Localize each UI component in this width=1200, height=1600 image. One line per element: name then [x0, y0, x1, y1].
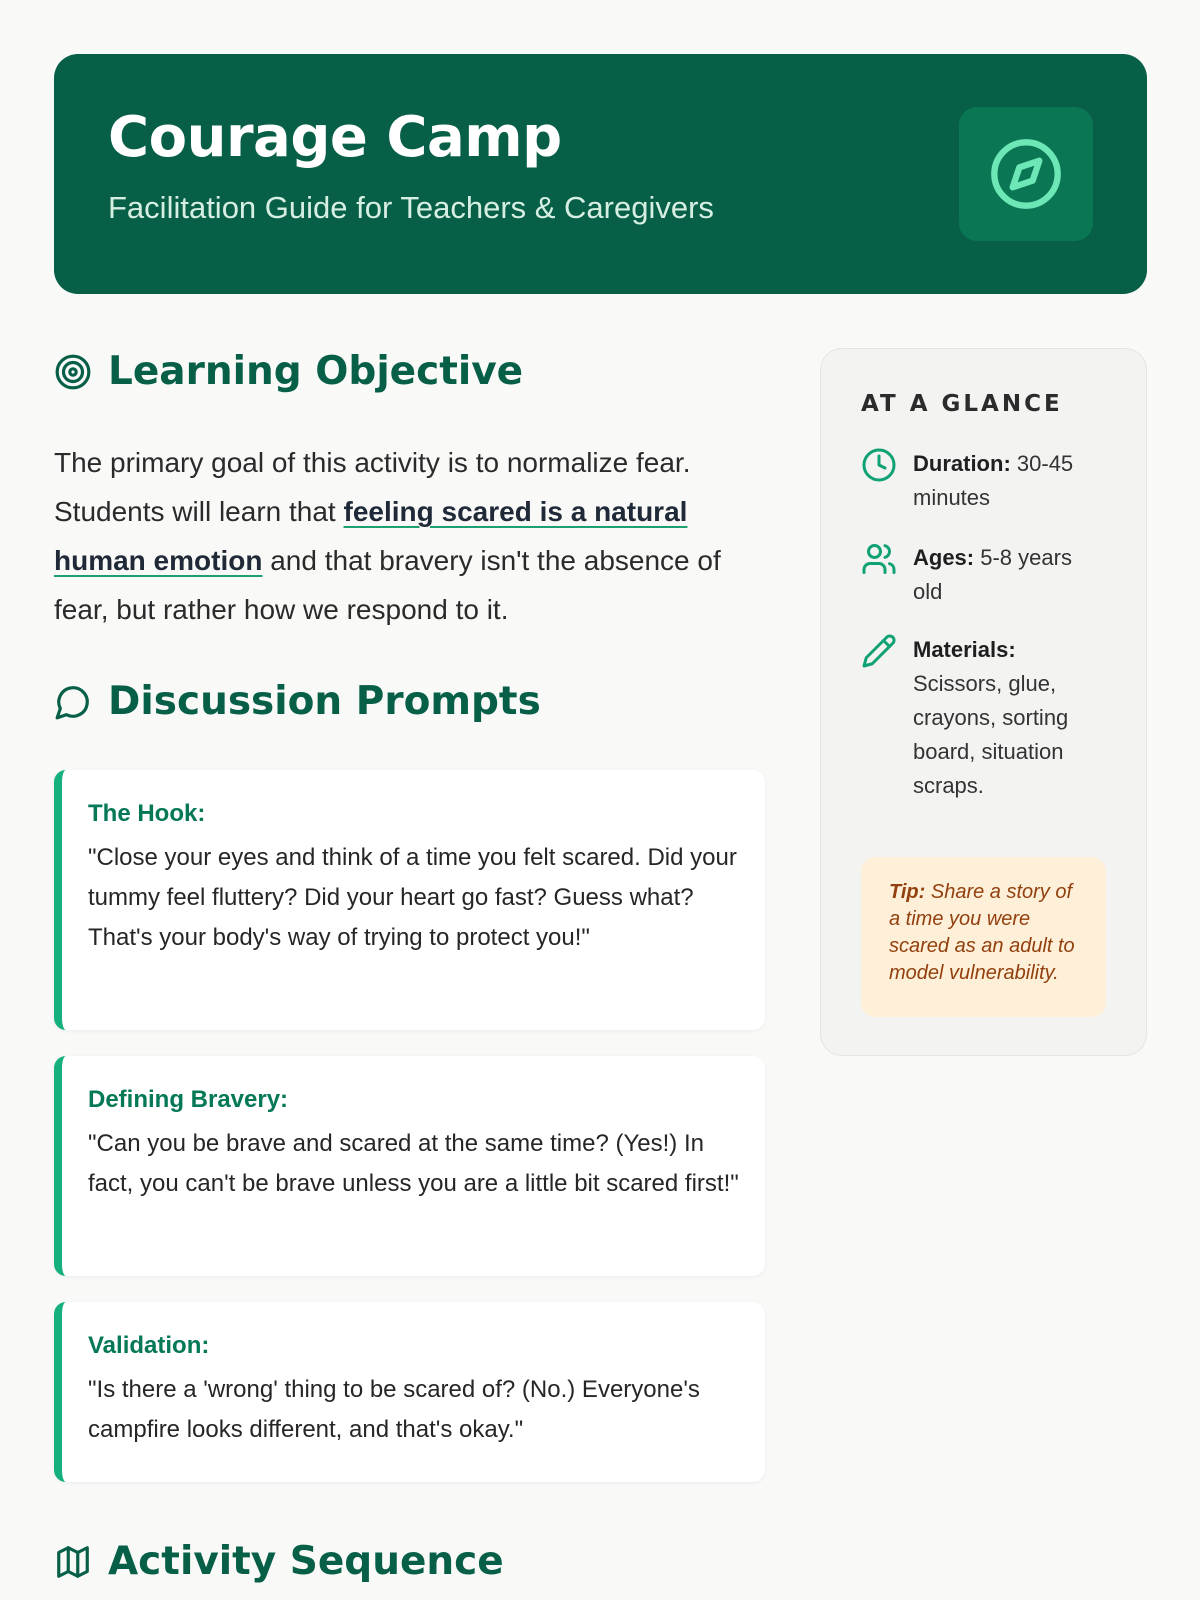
- glance-value: Scissors, glue, crayons, sorting board, situation scraps.: [913, 671, 1069, 798]
- glance-item-ages: [861, 541, 1103, 609]
- activity-sequence-heading: Activity Sequence: [108, 1539, 504, 1584]
- page-title: Courage Camp: [108, 105, 562, 170]
- glance-text: [913, 447, 1103, 515]
- section-activity-sequence: [54, 1539, 504, 1584]
- learning-objective-heading: Learning Objective: [108, 349, 524, 394]
- glance-text: [913, 541, 1103, 609]
- pencil-icon: [861, 633, 897, 669]
- prompt-text: "Can you be brave and scared at the same time? (Yes!) In fact, you can't be brave unless you are a little bit scared first!": [88, 1130, 739, 1197]
- clock-icon: [861, 447, 897, 483]
- users-icon: [861, 541, 897, 577]
- page-subtitle: Facilitation Guide for Teachers & Caregivers: [108, 190, 714, 225]
- objective-highlight: feeling scared is a natural human emotion: [54, 496, 688, 576]
- prompt-text: "Is there a 'wrong' thing to be scared of? (No.) Everyone's campfire looks different, and that's okay.": [88, 1376, 700, 1443]
- tip-box: [861, 857, 1106, 1017]
- glance-label: Materials:: [913, 637, 1016, 662]
- glance-label: Ages:: [913, 545, 975, 570]
- objective-paragraph: [54, 438, 764, 634]
- prompt-title: Validation:: [88, 1332, 210, 1359]
- at-a-glance-panel: [820, 348, 1147, 1056]
- map-icon: [54, 1543, 92, 1581]
- prompt-text: "Close your eyes and think of a time you felt scared. Did your tummy feel fluttery? Did your heart go fast? Guess what? That's your body's way of trying to protect you!": [88, 844, 737, 951]
- prompt-card-validation: [54, 1302, 765, 1482]
- tip-text: Share a story of a time you were scared as an adult to model vulnerability.: [889, 881, 1075, 984]
- prompt-title: The Hook:: [88, 800, 206, 827]
- glance-item-materials: [861, 633, 1103, 803]
- section-discussion-prompts: [54, 679, 541, 724]
- discussion-prompts-heading: Discussion Prompts: [108, 679, 541, 724]
- glance-value: 5-8 years old: [913, 545, 1072, 604]
- target-icon: [54, 353, 92, 391]
- prompt-card-defining-bravery: [54, 1056, 765, 1276]
- glance-text: [913, 633, 1103, 803]
- objective-text-end: and that bravery isn't the absence of fear, but rather how we respond to it.: [54, 545, 721, 625]
- tip-label: Tip:: [889, 881, 926, 903]
- glance-title: AT A GLANCE: [861, 391, 1063, 417]
- compass-icon: [959, 107, 1093, 241]
- speech-bubble-icon: [54, 683, 92, 721]
- glance-label: Duration:: [913, 451, 1011, 476]
- section-learning-objective: [54, 349, 524, 394]
- glance-item-duration: [861, 447, 1103, 515]
- prompt-card-hook: [54, 770, 765, 1030]
- glance-value: 30-45 minutes: [913, 451, 1074, 510]
- hero-banner: [54, 54, 1147, 294]
- objective-text-start: The primary goal of this activity is to normalize fear. Students will learn that: [54, 447, 691, 527]
- prompt-title: Defining Bravery:: [88, 1086, 289, 1113]
